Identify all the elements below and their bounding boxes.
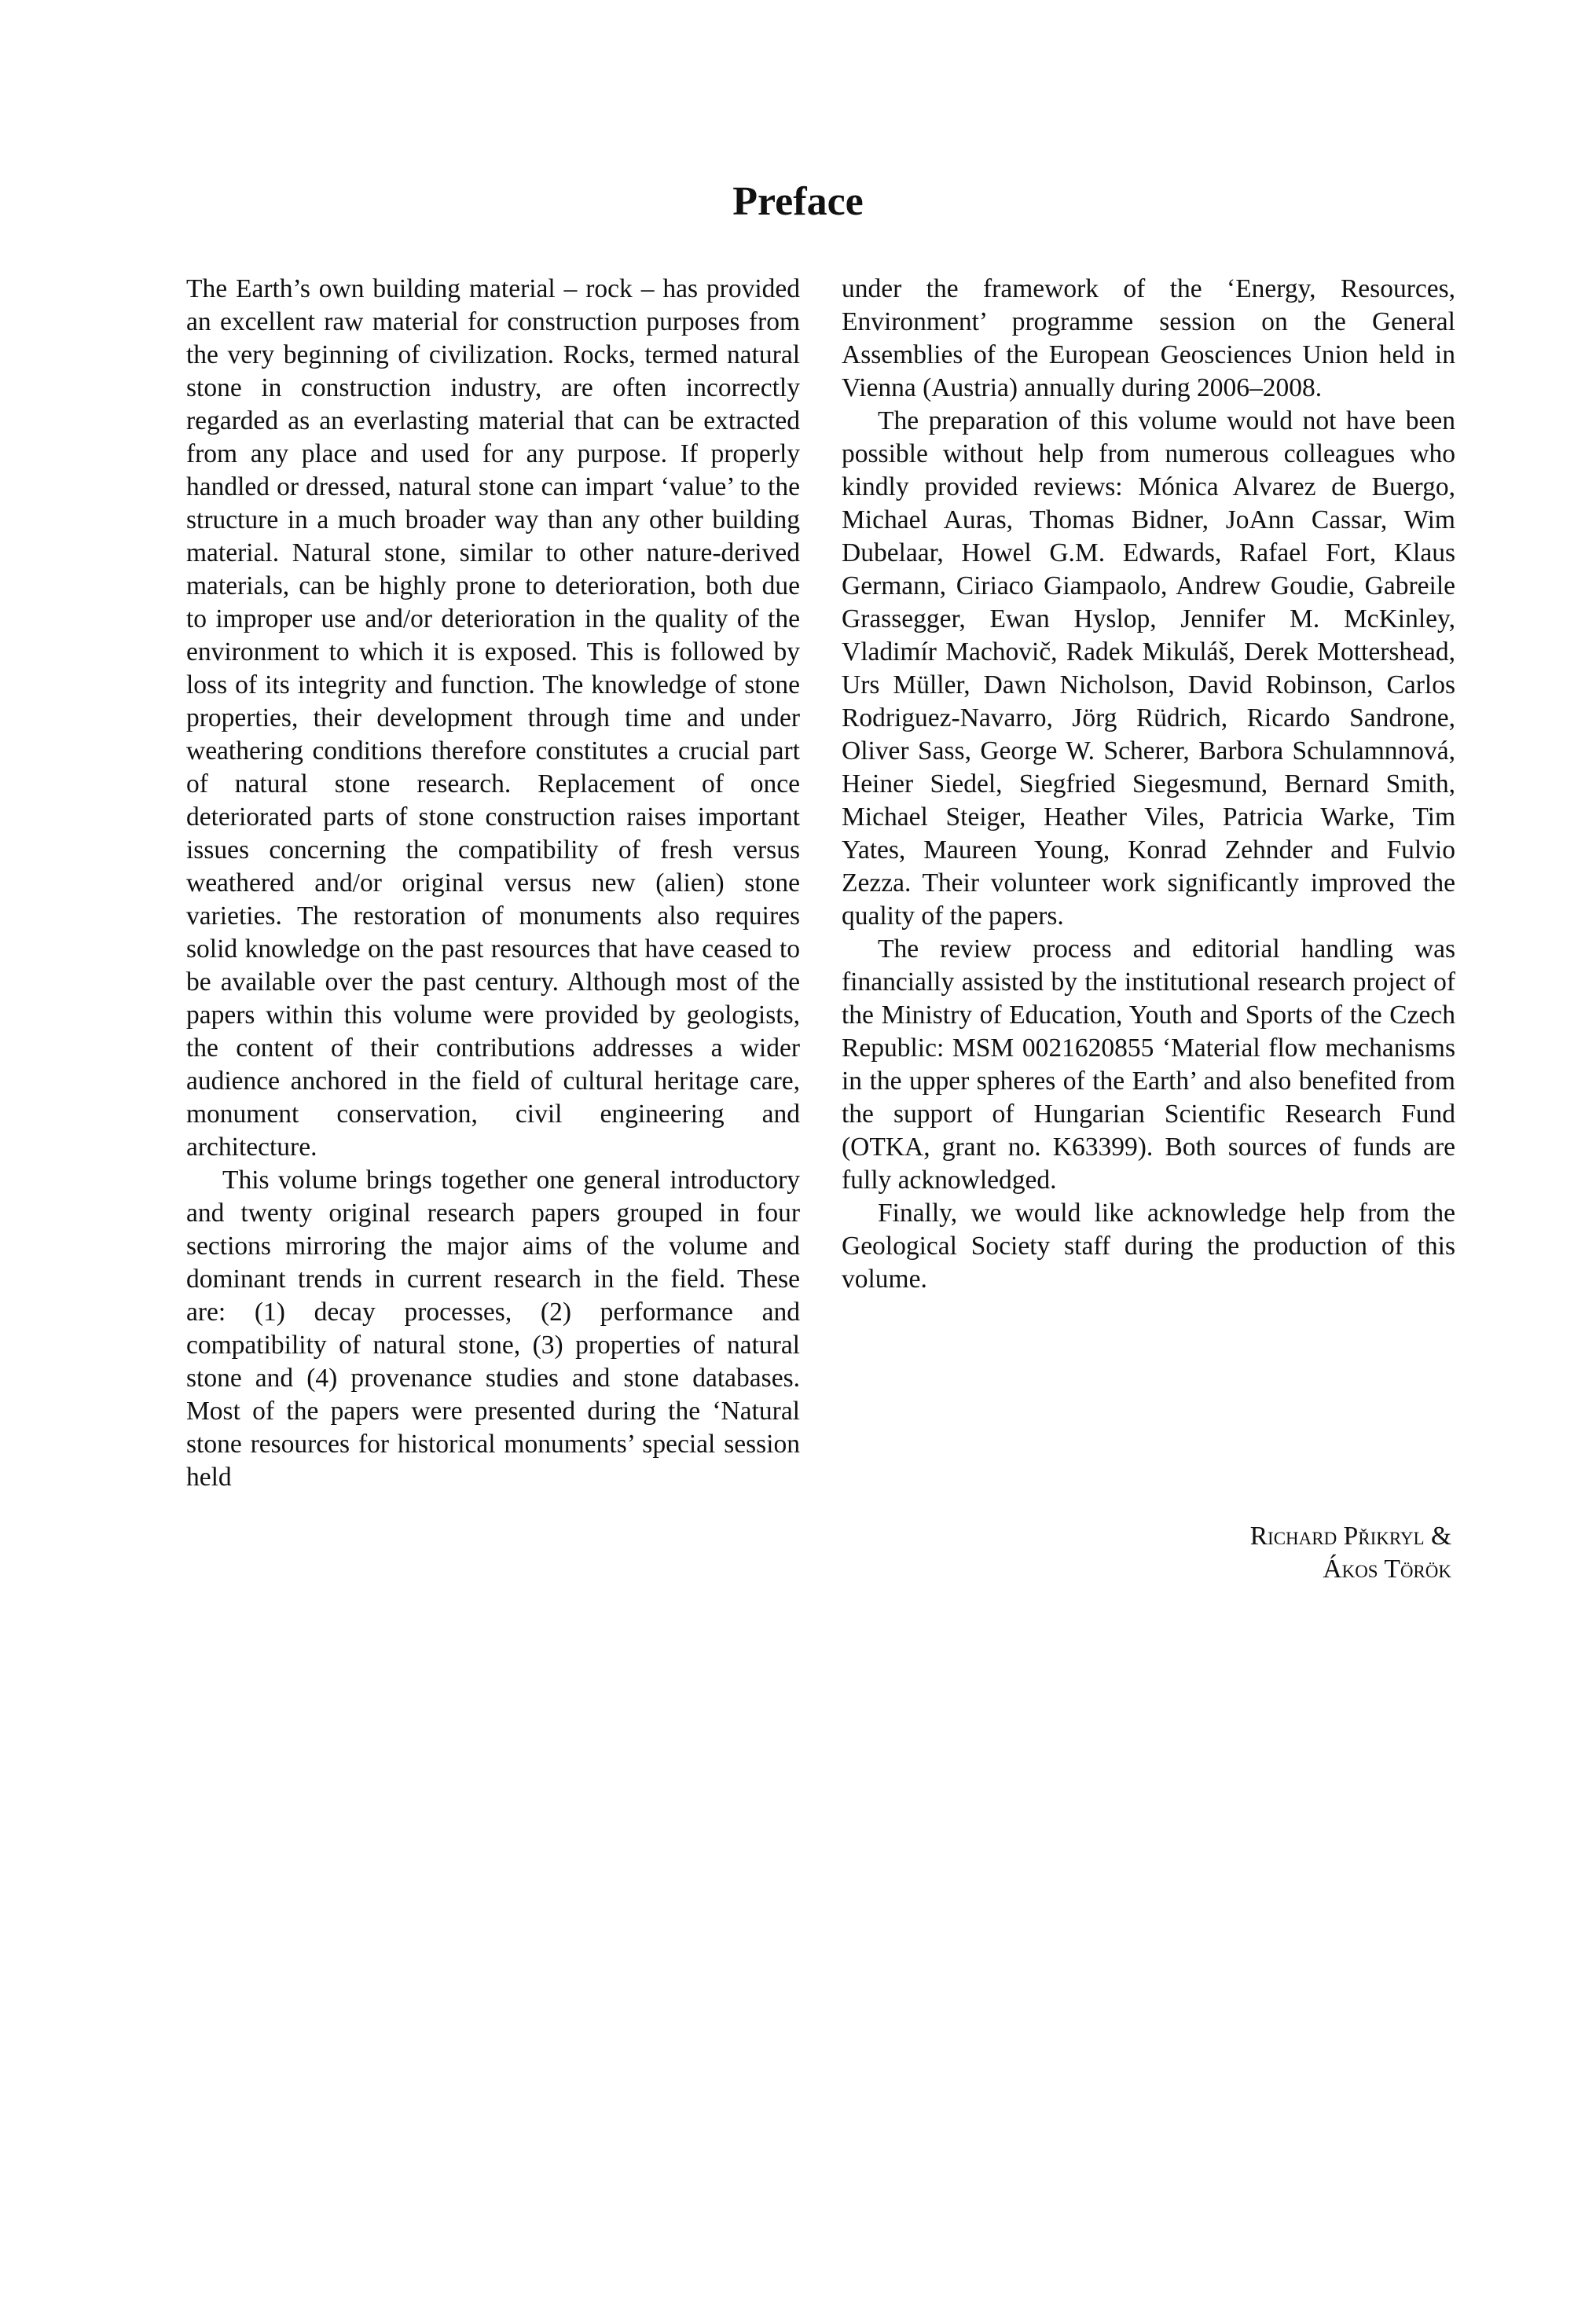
signature-line-2: Ákos Török (1323, 1555, 1451, 1584)
paragraph-volume-overview: This volume brings together one general introductory and twenty original research papers grouped in four sections mirroring the major aims of the volume and dominant trends in current research in the field. These are: (1) decay processes, (2) performance and compatibility of natural stone, (3) properties of natural stone and (4) provenance studies and stone databases. Most of the papers were presented during the ‘Natural stone resources for historical monuments’ special session held (186, 1166, 800, 1492)
left-column (186, 273, 800, 1494)
paragraph-acknowledgement: Finally, we would like acknowledge help from the Geological Society staff during the production of this volume. (842, 1199, 1455, 1294)
paragraph-continuation: under the framework of the ‘Energy, Resources, Environment’ programme session on the General Assemblies of the European Geosciences Union held in Vienna (Austria) annually during 2006–2008. (842, 274, 1455, 402)
paragraph-funding: The review process and editorial handling was financially assisted by the institutional research project of the Ministry of Education, Youth and Sports of the Czech Republic: MSM 0021620855 ‘Material flow mechanisms in the upper spheres of the Earth’ and also benefited from the support of Hungarian Scientific Research Fund (OTKA, grant no. K63399). Both sources of funds are fully acknowledged. (842, 934, 1455, 1195)
paragraph-reviewers: The preparation of this volume would not have been possible without help from numerous colleagues who kindly provided reviews: Mónica Alvarez de Buergo, Michael Auras, Thomas Bidner, JoAnn Cassar, Wim Dubelaar, Howel G.M. Edwards, Rafael Fort, Klaus Germann, Ciriaco Giampaolo, Andrew Goudie, Gabreile Grassegger, Ewan Hyslop, Jennifer M. McKinley, Vladimír Machovič, Radek Mikuláš, Derek Mottershead, Urs Müller, Dawn Nicholson, David Robinson, Carlos Rodriguez-Navarro, Jörg Rüdrich, Ricardo Sandrone, Oliver Sass, George W. Scherer, Barbora Schulamnnová, Heiner Siedel, Siegfried Siegesmund, Bernard Smith, Michael Steiger, Heather Viles, Patricia Warke, Tim Yates, Maureen Young, Konrad Zehnder and Fulvio Zezza. Their volunteer work significantly improved the quality of the papers. (842, 406, 1455, 931)
editor-signature (1250, 1520, 1451, 1586)
paragraph-intro: The Earth’s own building material – rock – has provided an excellent raw material for construction purposes from the very beginning of civilization. Rocks, termed natural stone in construction industry, are often incorrectly regarded as an everlasting material that can be extracted from any place and used for any purpose. If properly handled or dressed, natural stone can impart ‘value’ to the structure in a much broader way than any other building material. Natural stone, similar to other nature-derived materials, can be highly prone to deterioration, both due to improper use and/or deterioration in the quality of the environment to which it is exposed. This is followed by loss of its integrity and function. The knowledge of stone properties, their development through time and under weathering conditions therefore constitutes a crucial part of natural stone research. Replacement of once deteriorated parts of stone construction raises important issues concerning the compatibility of fresh versus weathered and/or original versus new (alien) stone varieties. The restoration of monuments also requires solid knowledge on the past resources that have ceased to be available over the past century. Although most of the papers within this volume were provided by geologists, the content of their contributions addresses a wider audience anchored in the field of cultural heritage care, monument conservation, civil engineering and architecture. (186, 274, 800, 1162)
page-title: Preface (732, 179, 864, 224)
signature-line-1: Richard Přikryl & (1249, 1522, 1451, 1551)
right-column (842, 273, 1455, 1296)
